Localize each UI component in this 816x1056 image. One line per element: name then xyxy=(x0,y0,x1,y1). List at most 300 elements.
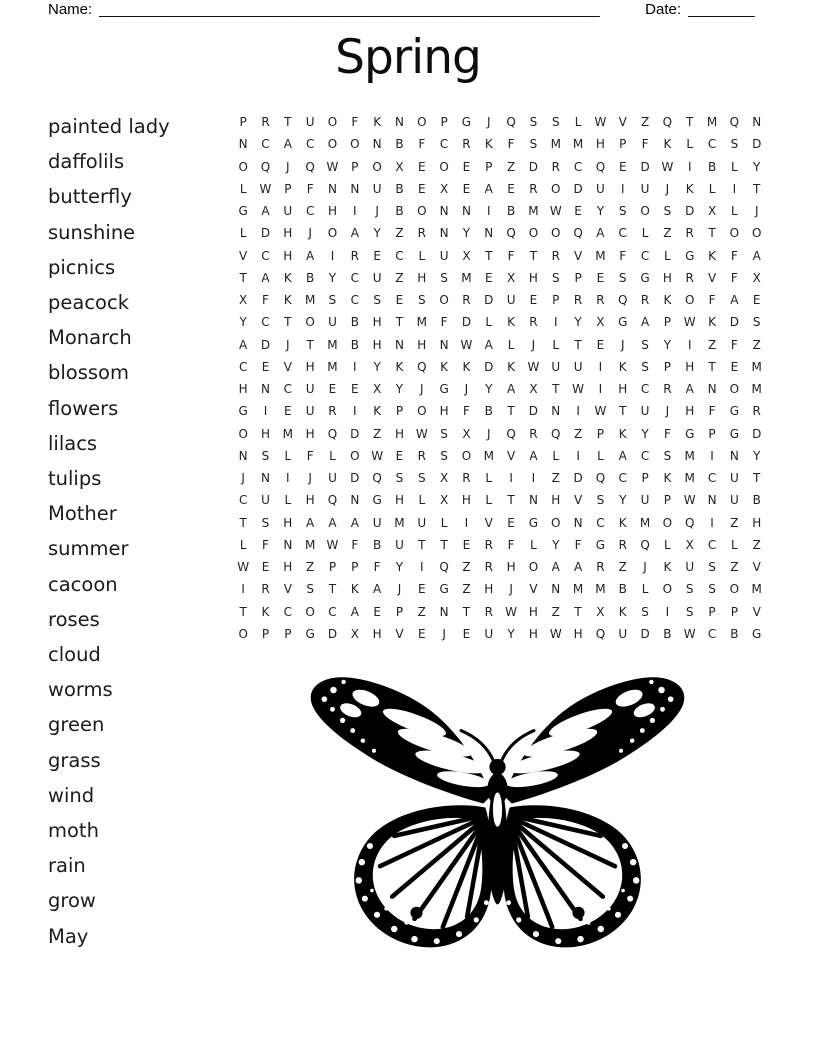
grid-letter: U xyxy=(685,560,695,575)
grid-letter: B xyxy=(373,537,382,552)
grid-letter: N xyxy=(350,493,360,508)
grid-letter: G xyxy=(439,582,449,597)
grid-letter: M xyxy=(684,448,695,463)
grid-letter: B xyxy=(506,204,516,219)
grid-letter: N xyxy=(484,226,494,241)
grid-row xyxy=(232,222,768,244)
grid-letter: O xyxy=(662,515,673,530)
grid-letter: H xyxy=(551,493,561,508)
grid-letter: L xyxy=(284,448,292,463)
grid-letter: P xyxy=(708,426,716,441)
grid-letter: D xyxy=(350,426,360,441)
grid-letter: R xyxy=(551,248,560,263)
grid-letter: O xyxy=(439,159,449,174)
grid-letter: I xyxy=(353,404,357,419)
grid-letter: E xyxy=(261,359,270,374)
grid-letter: T xyxy=(440,537,448,552)
grid-letter: Y xyxy=(373,359,381,374)
grid-letter: Q xyxy=(417,359,427,374)
grid-letter: C xyxy=(261,248,270,263)
grid-letter: S xyxy=(440,448,448,463)
grid-letter: O xyxy=(417,204,427,219)
grid-letter: F xyxy=(351,537,359,552)
grid-letter: Q xyxy=(662,115,673,130)
grid-letter: U xyxy=(305,404,315,419)
grid-letter: F xyxy=(262,537,269,552)
grid-letter: U xyxy=(417,515,427,530)
grid-letter: A xyxy=(239,337,248,352)
grid-letter: I xyxy=(687,337,692,352)
grid-letter: F xyxy=(306,181,314,196)
grid-letter: A xyxy=(350,515,359,530)
grid-letter: Z xyxy=(417,604,426,619)
grid-letter: N xyxy=(752,115,762,130)
grid-letter: X xyxy=(373,382,382,397)
grid-letter: H xyxy=(260,426,270,441)
grid-letter: X xyxy=(440,181,449,196)
grid-letter: L xyxy=(731,204,738,219)
grid-letter: Y xyxy=(395,382,404,397)
grid-row xyxy=(232,133,768,155)
grid-letter: Y xyxy=(753,159,761,174)
grid-letter: G xyxy=(238,204,248,219)
grid-letter: M xyxy=(639,515,651,530)
grid-letter: C xyxy=(395,248,404,263)
grid-letter: P xyxy=(574,270,582,285)
grid-letter: Y xyxy=(552,537,560,552)
word-item: lilacs xyxy=(48,431,98,455)
grid-letter: W xyxy=(683,626,696,641)
grid-row xyxy=(232,423,768,445)
grid-letter: B xyxy=(306,270,315,285)
grid-letter: L xyxy=(485,315,493,330)
word-item: cloud xyxy=(48,643,101,667)
grid-letter: J xyxy=(442,626,446,641)
grid-letter: K xyxy=(685,181,694,196)
grid-letter: H xyxy=(528,604,538,619)
grid-letter: V xyxy=(752,604,761,619)
grid-letter: Y xyxy=(462,226,471,241)
grid-letter: K xyxy=(708,248,716,263)
grid-letter: Y xyxy=(596,204,605,219)
grid-letter: J xyxy=(487,426,491,441)
grid-letter: L xyxy=(664,537,671,552)
grid-letter: J xyxy=(286,159,290,174)
word-item: picnics xyxy=(48,255,116,279)
grid-letter: Y xyxy=(753,448,761,463)
grid-letter: U xyxy=(439,248,449,263)
grid-letter: T xyxy=(708,226,716,241)
grid-letter: N xyxy=(439,604,449,619)
name-label: Name: xyxy=(48,1,93,18)
grid-letter: P xyxy=(596,426,605,441)
grid-letter: G xyxy=(305,626,315,641)
grid-letter: N xyxy=(528,493,538,508)
grid-letter: L xyxy=(686,137,694,152)
grid-letter: T xyxy=(284,115,292,130)
grid-row xyxy=(232,489,768,511)
grid-letter: G xyxy=(685,248,695,263)
grid-letter: W xyxy=(683,315,696,330)
word-item: moth xyxy=(48,819,99,843)
grid-letter: L xyxy=(239,181,247,196)
date-label: Date: xyxy=(645,1,681,18)
grid-letter: U xyxy=(395,537,404,552)
grid-letter: A xyxy=(618,448,627,463)
name-underline: ____________________________________________________________ xyxy=(99,1,600,18)
grid-letter: H xyxy=(439,404,449,419)
word-item: daffolils xyxy=(48,150,125,174)
grid-letter: S xyxy=(685,604,694,619)
grid-letter: C xyxy=(707,471,717,486)
grid-letter: G xyxy=(618,315,628,330)
grid-letter: H xyxy=(372,626,382,641)
grid-letter: C xyxy=(707,537,717,552)
grid-letter: I xyxy=(353,204,357,219)
grid-letter: K xyxy=(507,359,516,374)
grid-letter: S xyxy=(417,471,426,486)
grid-letter: Z xyxy=(551,471,560,486)
grid-letter: M xyxy=(304,293,316,308)
grid-letter: F xyxy=(262,293,269,308)
grid-letter: I xyxy=(553,315,558,330)
grid-letter: D xyxy=(484,293,494,308)
grid-letter: N xyxy=(261,471,270,486)
grid-letter: T xyxy=(328,582,337,597)
grid-letter: K xyxy=(507,315,516,330)
grid-letter: R xyxy=(596,560,605,575)
grid-letter: W xyxy=(415,426,428,441)
grid-letter: B xyxy=(350,337,359,352)
grid-letter: W xyxy=(549,204,562,219)
grid-letter: P xyxy=(395,604,404,619)
grid-letter: G xyxy=(372,493,382,508)
grid-row xyxy=(232,311,768,333)
grid-letter: E xyxy=(730,359,739,374)
word-item: butterfly xyxy=(48,185,132,209)
grid-letter: T xyxy=(239,270,247,285)
grid-letter: I xyxy=(263,404,268,419)
grid-letter: G xyxy=(528,515,539,530)
grid-letter: D xyxy=(327,626,338,641)
grid-letter: I xyxy=(576,404,580,419)
grid-letter: E xyxy=(618,159,627,174)
grid-letter: Y xyxy=(485,382,493,397)
grid-letter: F xyxy=(730,248,738,263)
grid-letter: X xyxy=(462,426,471,441)
grid-letter: B xyxy=(395,181,404,196)
grid-letter: S xyxy=(596,493,605,508)
grid-letter: E xyxy=(462,626,471,641)
grid-letter: D xyxy=(484,359,494,374)
grid-letter: H xyxy=(327,204,337,219)
grid-letter: W xyxy=(326,159,339,174)
grid-letter: M xyxy=(684,471,695,486)
grid-letter: I xyxy=(710,448,714,463)
grid-letter: S xyxy=(440,426,448,441)
grid-letter: S xyxy=(261,448,270,463)
grid-letter: W xyxy=(505,604,518,619)
grid-letter: I xyxy=(576,448,580,463)
grid-letter: N xyxy=(283,537,293,552)
grid-letter: C xyxy=(350,293,359,308)
grid-letter: J xyxy=(531,337,536,352)
grid-letter: A xyxy=(506,382,516,397)
grid-letter: P xyxy=(284,181,292,196)
grid-letter: J xyxy=(665,181,670,196)
grid-letter: L xyxy=(418,493,426,508)
grid-letter: W xyxy=(594,404,607,419)
grid-letter: X xyxy=(239,293,248,308)
letter-grid xyxy=(232,111,768,645)
grid-letter: R xyxy=(328,404,337,419)
grid-letter: P xyxy=(351,159,359,174)
grid-letter: O xyxy=(327,137,338,152)
grid-row xyxy=(232,289,768,311)
grid-letter: U xyxy=(618,626,628,641)
grid-letter: O xyxy=(238,626,248,641)
grid-letter: S xyxy=(708,560,716,575)
grid-row xyxy=(232,267,768,289)
grid-letter: R xyxy=(640,293,650,308)
grid-letter: U xyxy=(305,382,315,397)
grid-letter: U xyxy=(640,493,650,508)
grid-letter: W xyxy=(259,181,272,196)
grid-letter: G xyxy=(238,404,248,419)
grid-letter: C xyxy=(573,159,583,174)
grid-letter: W xyxy=(237,560,250,575)
grid-letter: N xyxy=(439,226,449,241)
grid-letter: C xyxy=(618,471,627,486)
grid-letter: F xyxy=(306,448,314,463)
grid-letter: J xyxy=(620,337,625,352)
word-item: grass xyxy=(48,748,101,772)
header-row xyxy=(48,1,758,18)
grid-letter: H xyxy=(752,515,762,530)
grid-letter: B xyxy=(618,582,627,597)
grid-letter: E xyxy=(261,560,270,575)
grid-letter: U xyxy=(372,515,382,530)
grid-letter: N xyxy=(551,404,561,419)
grid-letter: K xyxy=(373,115,382,130)
grid-letter: M xyxy=(528,204,539,219)
grid-letter: F xyxy=(507,537,515,552)
grid-letter: H xyxy=(283,226,293,241)
grid-letter: I xyxy=(464,515,469,530)
grid-letter: E xyxy=(328,382,337,397)
grid-letter: U xyxy=(596,181,605,196)
grid-letter: P xyxy=(619,137,627,152)
grid-letter: C xyxy=(350,270,359,285)
grid-letter: S xyxy=(261,515,270,530)
grid-letter: U xyxy=(283,204,293,219)
grid-letter: N xyxy=(573,515,583,530)
grid-letter: P xyxy=(641,471,649,486)
grid-letter: O xyxy=(327,226,338,241)
word-item: green xyxy=(48,713,105,737)
grid-letter: Y xyxy=(328,270,337,285)
grid-letter: D xyxy=(752,426,762,441)
grid-letter: M xyxy=(751,382,762,397)
grid-letter: V xyxy=(752,560,761,575)
grid-letter: H xyxy=(685,359,695,374)
grid-letter: M xyxy=(595,248,606,263)
grid-letter: W xyxy=(683,493,696,508)
grid-letter: R xyxy=(663,382,672,397)
grid-letter: M xyxy=(572,582,584,597)
grid-letter: F xyxy=(730,337,738,352)
grid-letter: A xyxy=(306,515,315,530)
grid-letter: W xyxy=(460,337,473,352)
grid-letter: W xyxy=(549,626,562,641)
grid-letter: M xyxy=(327,337,338,352)
grid-letter: K xyxy=(618,426,627,441)
grid-letter: D xyxy=(260,337,271,352)
grid-letter: Q xyxy=(327,426,338,441)
grid-letter: V xyxy=(283,582,292,597)
grid-letter: Q xyxy=(595,471,606,486)
grid-letter: M xyxy=(327,359,338,374)
grid-letter: C xyxy=(283,604,293,619)
grid-letter: I xyxy=(732,181,737,196)
grid-letter: E xyxy=(484,270,493,285)
grid-letter: N xyxy=(729,448,739,463)
grid-letter: A xyxy=(730,293,739,308)
grid-letter: U xyxy=(328,315,337,330)
grid-letter: R xyxy=(529,426,538,441)
grid-letter: K xyxy=(663,560,672,575)
grid-letter: H xyxy=(662,270,672,285)
grid-letter: O xyxy=(551,515,561,530)
grid-letter: Q xyxy=(260,159,271,174)
grid-letter: O xyxy=(729,226,740,241)
grid-letter: O xyxy=(662,582,673,597)
grid-letter: H xyxy=(417,270,427,285)
grid-letter: I xyxy=(487,204,491,219)
grid-letter: A xyxy=(328,515,337,530)
grid-letter: Y xyxy=(507,626,515,641)
grid-letter: K xyxy=(663,137,672,152)
grid-letter: E xyxy=(284,404,292,419)
grid-letter: N xyxy=(350,181,360,196)
grid-letter: L xyxy=(418,248,426,263)
grid-letter: T xyxy=(507,493,515,508)
grid-letter: S xyxy=(417,293,426,308)
grid-letter: U xyxy=(640,404,650,419)
grid-letter: Z xyxy=(306,560,315,575)
grid-letter: T xyxy=(239,604,247,619)
grid-letter: M xyxy=(461,270,472,285)
grid-letter: P xyxy=(663,493,672,508)
grid-letter: N xyxy=(707,493,717,508)
grid-letter: A xyxy=(261,270,270,285)
grid-letter: O xyxy=(528,226,539,241)
grid-row xyxy=(232,178,768,200)
grid-letter: Z xyxy=(663,226,672,241)
grid-letter: C xyxy=(596,515,605,530)
grid-letter: J xyxy=(420,382,424,397)
grid-letter: N xyxy=(707,382,717,397)
grid-letter: W xyxy=(371,448,384,463)
word-item: peacock xyxy=(48,291,129,315)
grid-letter: O xyxy=(305,315,315,330)
grid-letter: K xyxy=(350,582,359,597)
grid-letter: U xyxy=(261,493,270,508)
grid-letter: V xyxy=(573,248,583,263)
grid-letter: P xyxy=(552,293,560,308)
grid-row xyxy=(232,445,768,467)
word-item: roses xyxy=(48,607,100,631)
grid-letter: K xyxy=(484,137,493,152)
grid-letter: J xyxy=(754,204,759,219)
grid-letter: H xyxy=(461,493,471,508)
grid-letter: J xyxy=(397,582,402,597)
grid-letter: A xyxy=(283,137,292,152)
grid-letter: Q xyxy=(640,537,650,552)
grid-letter: X xyxy=(506,270,516,285)
grid-letter: R xyxy=(685,270,694,285)
grid-letter: Z xyxy=(707,337,717,352)
grid-letter: H xyxy=(417,337,427,352)
word-item: grow xyxy=(48,889,96,913)
grid-letter: B xyxy=(395,204,404,219)
grid-letter: A xyxy=(306,248,315,263)
grid-letter: Z xyxy=(462,582,471,597)
grid-letter: E xyxy=(507,515,515,530)
grid-letter: G xyxy=(640,270,650,285)
grid-letter: A xyxy=(596,226,605,241)
grid-letter: J xyxy=(308,471,312,486)
grid-letter: M xyxy=(751,359,762,374)
grid-letter: X xyxy=(440,493,449,508)
grid-letter: O xyxy=(551,181,561,196)
word-item: summer xyxy=(48,537,129,561)
grid-letter: M xyxy=(572,137,584,152)
grid-letter: L xyxy=(641,226,649,241)
grid-letter: S xyxy=(373,293,381,308)
grid-letter: T xyxy=(574,337,582,352)
grid-letter: S xyxy=(708,582,716,597)
grid-letter: S xyxy=(752,315,761,330)
grid-letter: A xyxy=(350,604,359,619)
grid-letter: F xyxy=(462,404,470,419)
grid-letter: K xyxy=(663,293,672,308)
grid-letter: X xyxy=(596,315,605,330)
grid-row xyxy=(232,400,768,422)
grid-row xyxy=(232,245,768,267)
grid-letter: Z xyxy=(573,426,583,441)
grid-letter: N xyxy=(238,448,248,463)
grid-letter: L xyxy=(239,537,247,552)
grid-letter: R xyxy=(462,471,471,486)
grid-letter: V xyxy=(283,359,292,374)
grid-letter: N xyxy=(394,337,404,352)
grid-letter: L xyxy=(552,448,560,463)
grid-letter: X xyxy=(596,604,605,619)
grid-letter: T xyxy=(306,337,314,352)
grid-letter: U xyxy=(372,181,382,196)
grid-letter: M xyxy=(304,537,316,552)
grid-letter: G xyxy=(461,115,472,130)
grid-letter: R xyxy=(529,315,538,330)
grid-letter: X xyxy=(707,204,717,219)
grid-letter: H xyxy=(484,582,494,597)
grid-letter: E xyxy=(351,382,359,397)
grid-letter: Y xyxy=(395,560,404,575)
grid-letter: A xyxy=(685,382,694,397)
grid-letter: R xyxy=(484,604,493,619)
grid-letter: A xyxy=(350,226,359,241)
